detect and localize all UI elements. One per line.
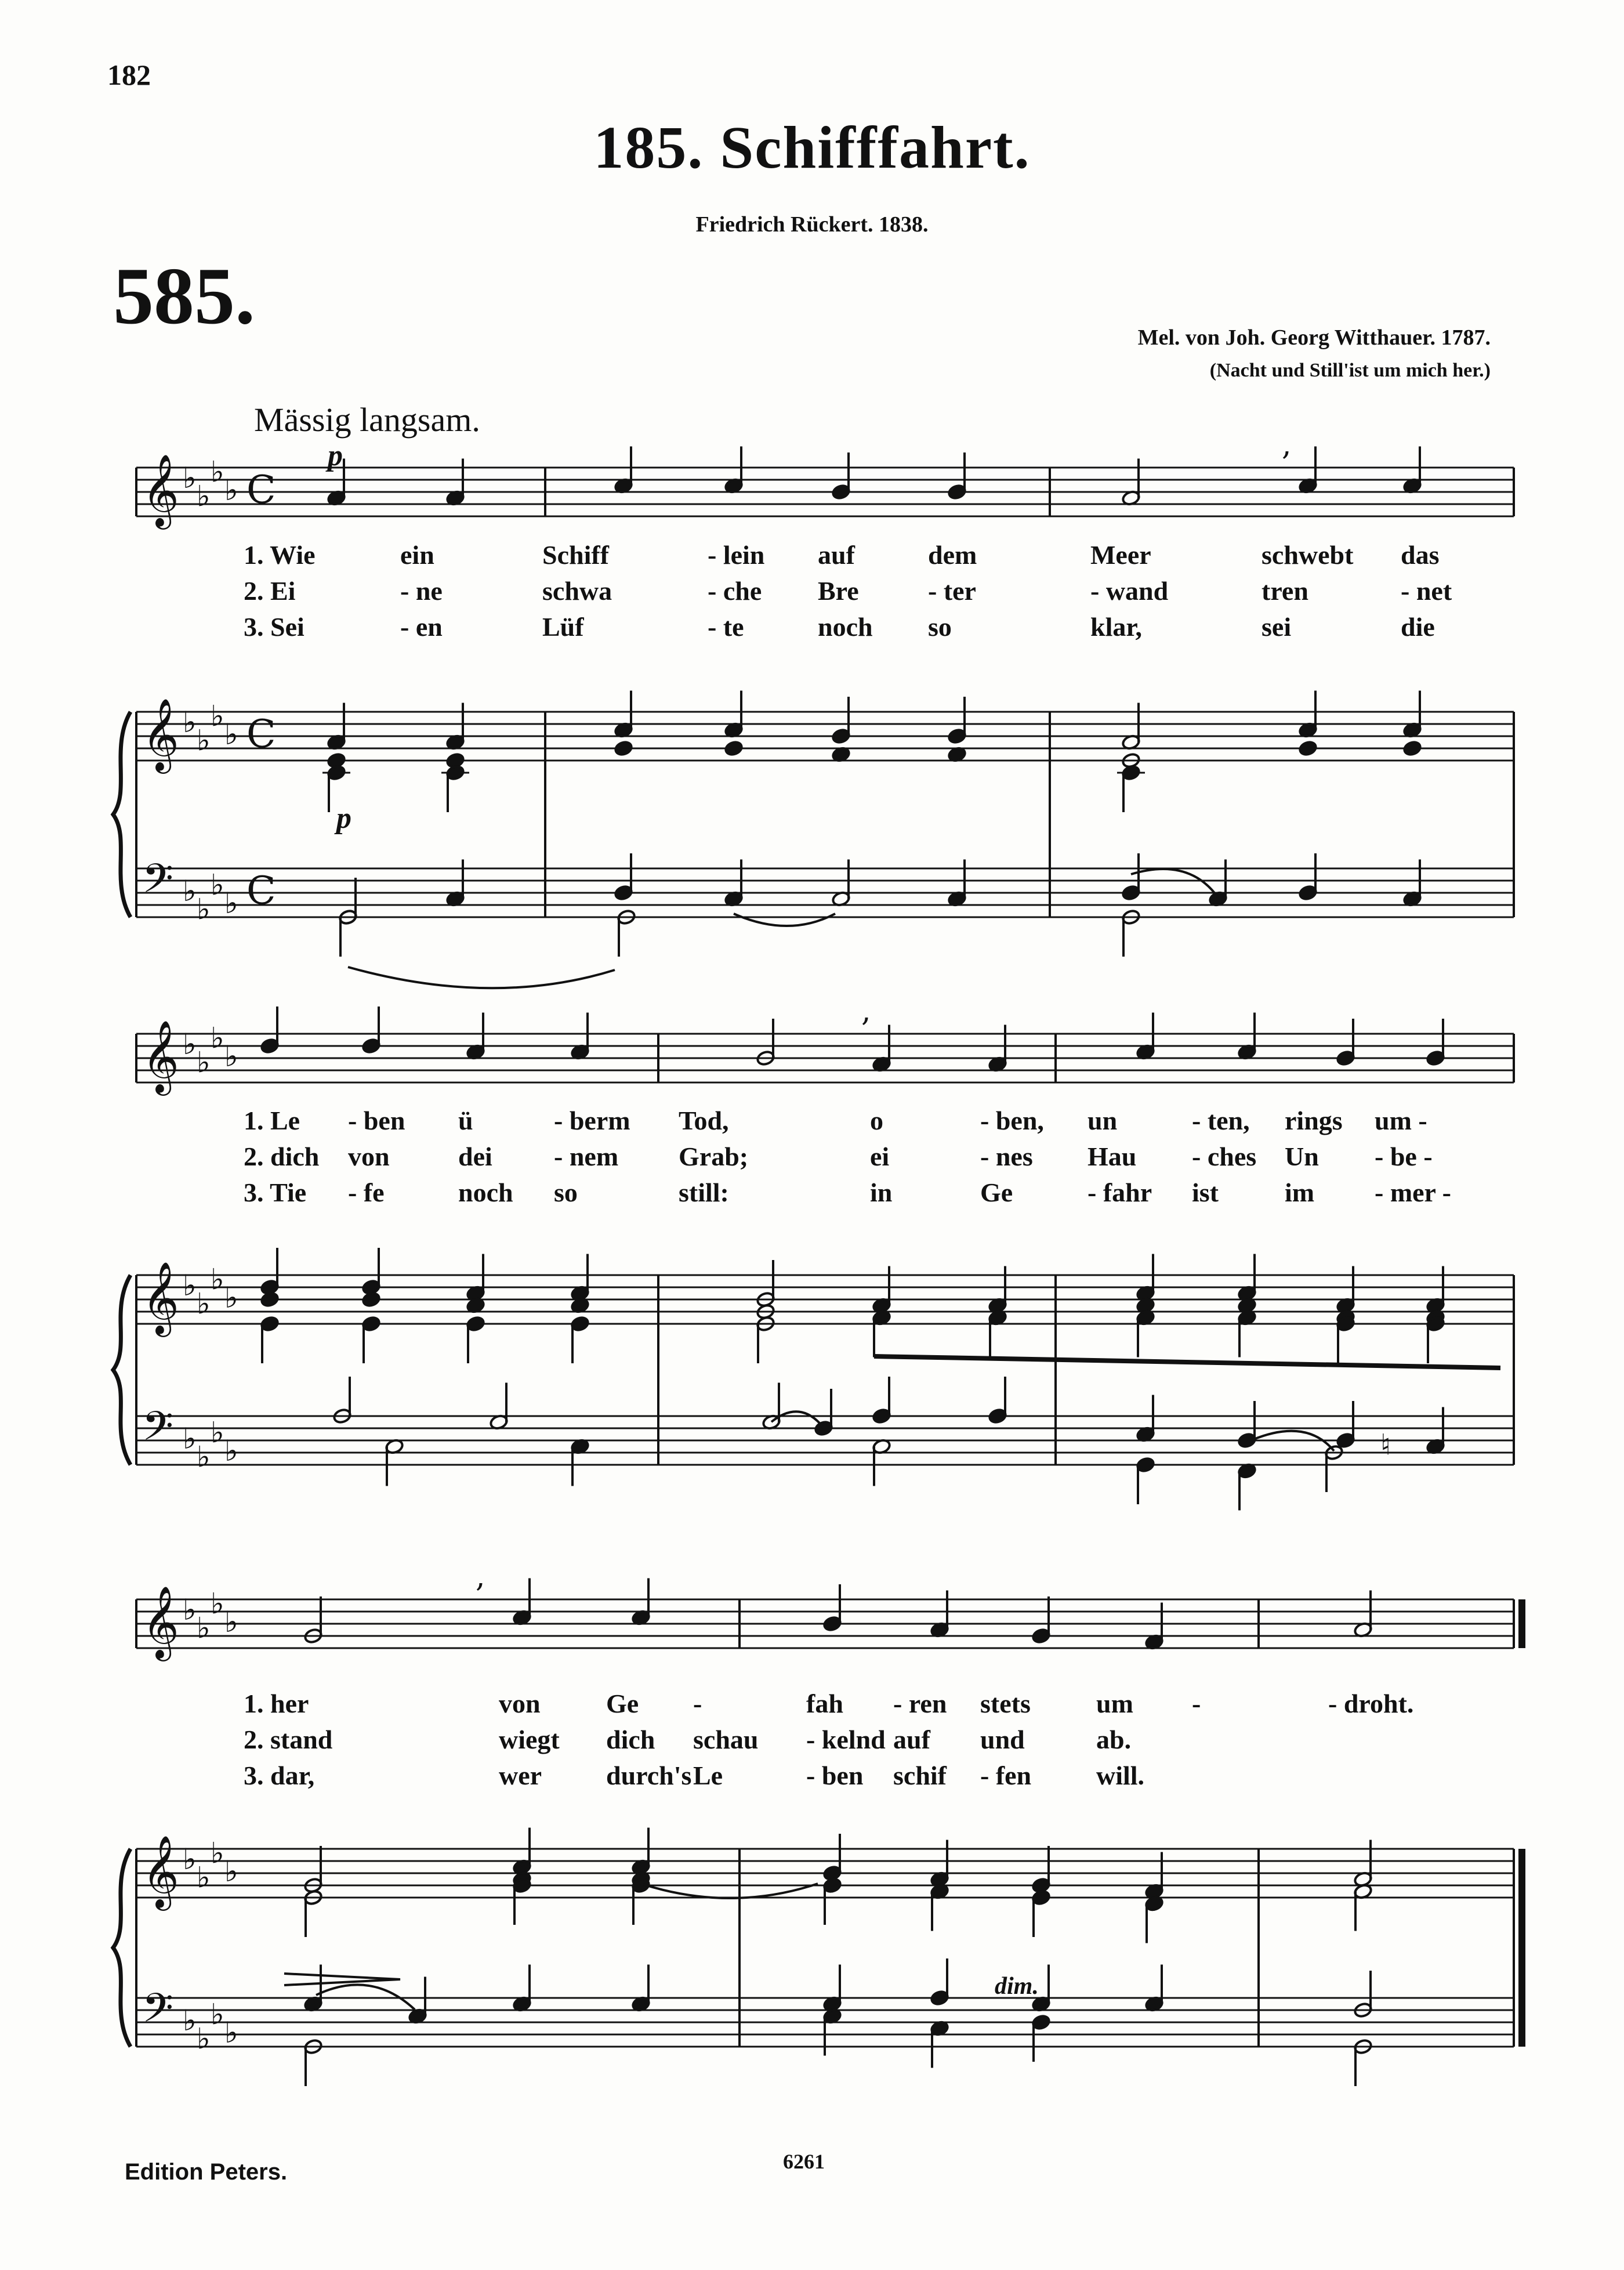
dynamic-piano: p bbox=[328, 439, 343, 472]
lyric-syllable: klar, bbox=[1090, 612, 1143, 642]
lyric-syllable: schwebt bbox=[1262, 540, 1354, 570]
time-signature: C bbox=[246, 467, 276, 512]
lyric-syllable: - ren bbox=[893, 1689, 947, 1718]
slur bbox=[734, 914, 835, 926]
lyric-syllable: ei bbox=[870, 1142, 890, 1171]
lyric-syllable: wiegt bbox=[499, 1725, 560, 1754]
lyric-syllable: - fe bbox=[348, 1178, 385, 1207]
lyric-syllable: still: bbox=[679, 1178, 729, 1207]
slur bbox=[348, 967, 615, 988]
notehead bbox=[361, 1291, 380, 1308]
lyric-syllable: stets bbox=[980, 1689, 1031, 1718]
lyric-syllable: un bbox=[1088, 1106, 1118, 1135]
lyric-syllable: - wand bbox=[1090, 576, 1169, 606]
lyric-syllable: - ben bbox=[806, 1761, 864, 1790]
flat-accidental: ♭ bbox=[224, 2016, 238, 2050]
lyric-syllable: - ten, bbox=[1192, 1106, 1250, 1135]
lyric-syllable: so bbox=[554, 1178, 578, 1207]
lyric-syllable: tren bbox=[1262, 576, 1308, 606]
lyric-syllable: fah bbox=[806, 1689, 843, 1718]
lyric-syllable: - che bbox=[708, 576, 762, 606]
notehead bbox=[260, 1291, 279, 1308]
flat-accidental: ♭ bbox=[197, 1860, 211, 1895]
flat-accidental: ♭ bbox=[183, 705, 197, 739]
lyric-syllable: - ben, bbox=[980, 1106, 1044, 1135]
flat-accidental: ♭ bbox=[197, 1611, 211, 1645]
lyric-syllable: schau bbox=[693, 1725, 759, 1754]
lyric-syllable: um bbox=[1096, 1689, 1133, 1718]
song-title: 185. Schifffahrt. bbox=[593, 114, 1031, 181]
lyric-syllable: 3. Sei bbox=[244, 612, 304, 642]
lyric-syllable: - droht. bbox=[1328, 1689, 1414, 1718]
flat-accidental: ♭ bbox=[183, 2004, 197, 2037]
treble-clef: 𝄞 bbox=[142, 1261, 179, 1334]
lyric-syllable: - berm bbox=[554, 1106, 630, 1135]
decrescendo-hairpin bbox=[284, 1974, 400, 1985]
lyric-syllable: Hau bbox=[1088, 1142, 1137, 1171]
lyric-syllable: - bbox=[1192, 1689, 1201, 1718]
flat-accidental: ♭ bbox=[197, 2022, 211, 2056]
flat-accidental: ♭ bbox=[211, 868, 224, 902]
flat-accidental: ♭ bbox=[211, 1415, 224, 1450]
lyric-syllable: sei bbox=[1262, 612, 1292, 642]
lyric-syllable: schif bbox=[893, 1761, 947, 1790]
lyric-syllable: Le bbox=[693, 1761, 723, 1790]
lyric-syllable: 1. Wie bbox=[244, 540, 316, 570]
flat-accidental: ♭ bbox=[224, 1040, 238, 1073]
flat-accidental: ♭ bbox=[224, 1605, 238, 1639]
grand-staff-brace bbox=[113, 712, 130, 917]
breath-mark: , bbox=[1282, 428, 1292, 462]
lyric-syllable: um - bbox=[1375, 1106, 1427, 1135]
lyric-syllable: rings bbox=[1285, 1106, 1343, 1135]
lyric-syllable: wer bbox=[499, 1761, 542, 1790]
lyric-syllable: auf bbox=[893, 1725, 930, 1754]
treble-clef: 𝄞 bbox=[142, 454, 179, 527]
notehead bbox=[1402, 740, 1422, 756]
plate-number: 6261 bbox=[783, 2150, 825, 2173]
treble-clef: 𝄞 bbox=[142, 1020, 179, 1093]
notehead bbox=[1298, 740, 1317, 756]
lyric-syllable: will. bbox=[1096, 1761, 1145, 1790]
lyric-syllable: - en bbox=[400, 612, 443, 642]
lyric-syllable: ü bbox=[458, 1106, 473, 1135]
tempo-marking: Mässig langsam. bbox=[254, 401, 480, 439]
bass-clef: 𝄢 bbox=[142, 1402, 174, 1460]
lyric-syllable: noch bbox=[818, 612, 873, 642]
lyric-syllable: schwa bbox=[542, 576, 612, 606]
lyric-syllable: - bbox=[693, 1689, 702, 1718]
flat-accidental: ♭ bbox=[211, 1997, 224, 2032]
flat-accidental: ♭ bbox=[183, 1593, 197, 1627]
lyric-syllable: Ge bbox=[606, 1689, 639, 1718]
flat-accidental: ♭ bbox=[224, 473, 238, 507]
flat-accidental: ♭ bbox=[211, 1587, 224, 1621]
lyric-syllable: dich bbox=[606, 1725, 655, 1754]
lyric-syllable: - fen bbox=[980, 1761, 1032, 1790]
lyric-syllable: von bbox=[348, 1142, 390, 1171]
lyric-syllable: dem bbox=[928, 540, 977, 570]
melody-origin: (Nacht und Still'ist um mich her.) bbox=[1209, 360, 1491, 381]
flat-accidental: ♭ bbox=[197, 1287, 211, 1321]
lyric-syllable: in bbox=[870, 1178, 893, 1207]
flat-accidental: ♭ bbox=[197, 892, 211, 926]
breath-mark: , bbox=[476, 1559, 485, 1594]
lyric-syllable: 3. Tie bbox=[244, 1178, 307, 1207]
flat-accidental: ♭ bbox=[183, 1269, 197, 1302]
flat-accidental: ♭ bbox=[183, 1842, 197, 1876]
page-number: 182 bbox=[107, 59, 151, 91]
grand-staff-brace bbox=[113, 1275, 130, 1465]
lyric-syllable: - te bbox=[708, 612, 744, 642]
flat-accidental: ♭ bbox=[224, 886, 238, 920]
flat-accidental: ♭ bbox=[183, 874, 197, 908]
lyric-syllable: im bbox=[1285, 1178, 1315, 1207]
dynamic-piano: p bbox=[336, 802, 351, 835]
lyric-syllable: - be - bbox=[1375, 1142, 1433, 1171]
lyric-syllable: ein bbox=[400, 540, 434, 570]
flat-accidental: ♭ bbox=[211, 1021, 224, 1055]
lyric-syllable: von bbox=[499, 1689, 541, 1718]
lyric-syllable: die bbox=[1401, 612, 1435, 642]
lyric-syllable: ist bbox=[1192, 1178, 1219, 1207]
lyric-syllable: ab. bbox=[1096, 1725, 1132, 1754]
composer-credit: Mel. von Joh. Georg Witthauer. 1787. bbox=[1137, 325, 1491, 350]
lyric-syllable: Grab; bbox=[679, 1142, 749, 1171]
lyric-syllable: dei bbox=[458, 1142, 492, 1171]
lyric-syllable: 2. dich bbox=[244, 1142, 320, 1171]
lyric-syllable: - nem bbox=[554, 1142, 619, 1171]
flat-accidental: ♭ bbox=[197, 723, 211, 758]
lyric-syllable: 3. dar, bbox=[244, 1761, 315, 1790]
lyric-syllable: Bre bbox=[818, 576, 859, 606]
lyric-syllable: Ge bbox=[980, 1178, 1013, 1207]
natural-accidental: ♮ bbox=[1380, 1428, 1391, 1462]
lyric-syllable: so bbox=[928, 612, 952, 642]
lyric-syllable: noch bbox=[458, 1178, 513, 1207]
lyric-syllable: - kelnd bbox=[806, 1725, 886, 1754]
lyric-syllable: - lein bbox=[708, 540, 765, 570]
treble-clef: 𝄞 bbox=[142, 1585, 179, 1659]
publisher-footer: Edition Peters. bbox=[125, 2159, 288, 2185]
flat-accidental: ♭ bbox=[197, 1045, 211, 1080]
beam bbox=[874, 1356, 1500, 1368]
lyric-syllable: - mer - bbox=[1375, 1178, 1451, 1207]
lyric-syllable: - nes bbox=[980, 1142, 1033, 1171]
bass-clef: 𝄢 bbox=[142, 1984, 174, 2041]
grand-staff-brace bbox=[113, 1849, 130, 2047]
bass-clef: 𝄢 bbox=[142, 855, 174, 912]
lyric-syllable: - ter bbox=[928, 576, 976, 606]
lyric-syllable: Lüf bbox=[542, 612, 584, 642]
lyric-syllable: Schiff bbox=[542, 540, 609, 570]
lyric-syllable: Tod, bbox=[679, 1106, 729, 1135]
treble-clef: 𝄞 bbox=[142, 1835, 179, 1908]
flat-accidental: ♭ bbox=[183, 461, 197, 495]
lyric-syllable: o bbox=[870, 1106, 883, 1135]
treble-clef: 𝄞 bbox=[142, 698, 179, 771]
flat-accidental: ♭ bbox=[211, 1836, 224, 1870]
flat-accidental: ♭ bbox=[183, 1422, 197, 1456]
system-2-treble-staff bbox=[136, 1275, 1514, 1324]
flat-accidental: ♭ bbox=[211, 1262, 224, 1297]
lyric-syllable: - ches bbox=[1192, 1142, 1257, 1171]
dim-marking: dim. bbox=[995, 1973, 1039, 2000]
lyric-syllable: 1. her bbox=[244, 1689, 309, 1718]
flat-accidental: ♭ bbox=[197, 1440, 211, 1474]
lyric-syllable: - fahr bbox=[1088, 1178, 1152, 1207]
notehead bbox=[614, 740, 633, 756]
flat-accidental: ♭ bbox=[224, 718, 238, 751]
lyric-syllable: das bbox=[1401, 540, 1440, 570]
lyric-syllable: 1. Le bbox=[244, 1106, 300, 1135]
flat-accidental: ♭ bbox=[211, 699, 224, 733]
notehead bbox=[724, 740, 743, 756]
song-number: 585. bbox=[113, 251, 255, 341]
flat-accidental: ♭ bbox=[211, 455, 224, 489]
lyric-syllable: 2. Ei bbox=[244, 576, 296, 606]
time-signature: C bbox=[246, 868, 276, 913]
lyric-syllable: - ben bbox=[348, 1106, 405, 1135]
flat-accidental: ♭ bbox=[224, 1434, 238, 1468]
flat-accidental: ♭ bbox=[183, 1027, 197, 1061]
flat-accidental: ♭ bbox=[197, 479, 211, 513]
lyric-syllable: - ne bbox=[400, 576, 443, 606]
lyric-syllable: und bbox=[980, 1725, 1025, 1754]
lyric-syllable: Un bbox=[1285, 1142, 1319, 1171]
flat-accidental: ♭ bbox=[224, 1281, 238, 1315]
lyric-syllable: - net bbox=[1401, 576, 1452, 606]
lyric-syllable: Meer bbox=[1090, 540, 1151, 570]
time-signature: C bbox=[246, 711, 276, 756]
flat-accidental: ♭ bbox=[224, 1855, 238, 1888]
system-2-vocal-staff bbox=[136, 1034, 1514, 1082]
lyric-syllable: durch's bbox=[606, 1761, 692, 1790]
lyric-syllable: auf bbox=[818, 540, 855, 570]
lyric-syllable: 2. stand bbox=[244, 1725, 333, 1754]
poet-credit: Friedrich Rückert. 1838. bbox=[695, 212, 929, 237]
breath-mark: , bbox=[861, 994, 871, 1029]
